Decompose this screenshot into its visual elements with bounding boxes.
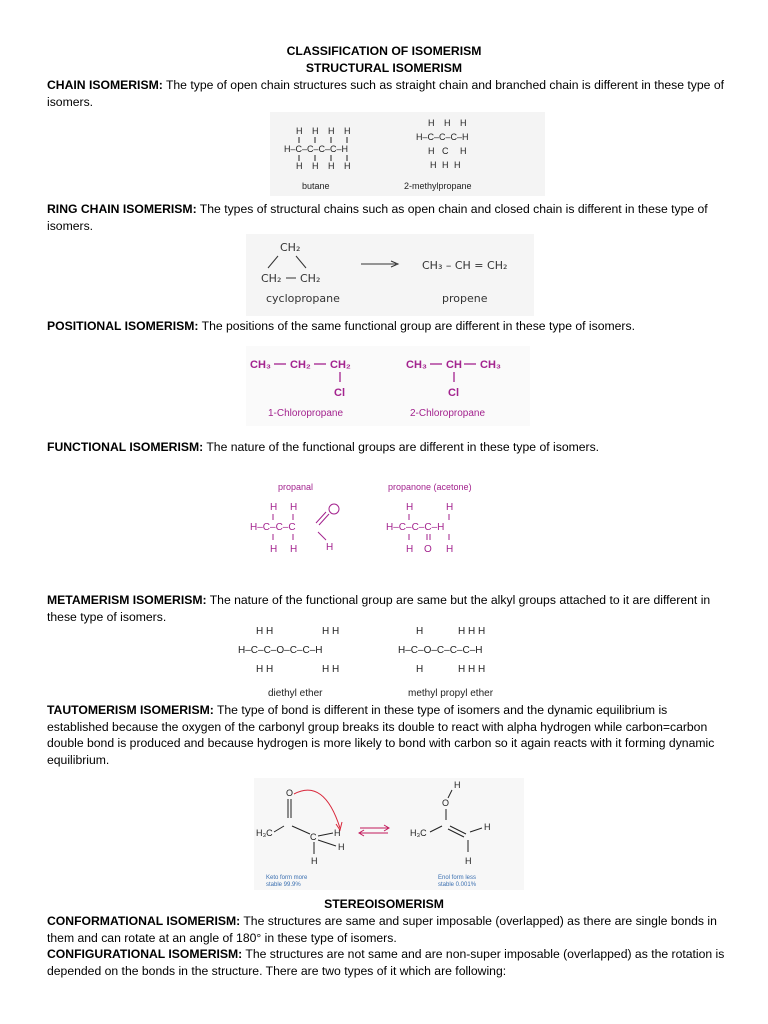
figure-propanal-propanone	[246, 478, 506, 566]
enol-caption-2: stable 0.001%	[438, 882, 477, 888]
chloro1-cl: Cl	[334, 387, 345, 399]
svg-text:H: H	[442, 160, 449, 170]
svg-text:H: H	[296, 126, 303, 136]
svg-text:H: H	[430, 160, 437, 170]
chloro2-label: 2-Chloropropane	[410, 408, 486, 419]
chloro2-ch: CH	[446, 359, 462, 371]
svg-text:H: H	[416, 664, 424, 675]
svg-text:H: H	[454, 160, 461, 170]
svg-text:H: H	[312, 161, 319, 171]
svg-text:H: H	[270, 544, 278, 555]
paragraph-metamerism-isomerism	[47, 592, 727, 625]
cyclopropane-label: cyclopropane	[266, 292, 340, 305]
figure-cyclopropane-propene	[246, 234, 534, 316]
svg-text:H: H	[465, 856, 472, 866]
svg-text:H: H	[328, 161, 335, 171]
chloro1-label: 1-Chloropropane	[268, 408, 344, 419]
svg-text:H: H	[454, 780, 461, 790]
ring-left-ch2: CH₂	[261, 272, 282, 285]
diethyl-ether-label: diethyl ether	[268, 688, 323, 699]
svg-text:H: H	[312, 126, 319, 136]
heading-conformational: CONFORMATIONAL ISOMERISM:	[47, 914, 241, 928]
propene-formula: CH₃ – CH = CH₂	[422, 259, 508, 272]
text-ring: The types of structural chains such as open chain and closed chain is different in these type of isomers.	[47, 202, 708, 233]
svg-text:H H: H H	[322, 626, 340, 637]
heading-chain: CHAIN ISOMERISM:	[47, 78, 163, 92]
chloro1-ch3: CH₃	[250, 359, 271, 371]
section-title-structural: STRUCTURAL ISOMERISM	[305, 61, 463, 75]
propanal-label: propanal	[278, 482, 314, 492]
diethyl-ether-structure	[238, 626, 339, 675]
svg-text:H: H	[338, 842, 345, 852]
chloro1-ch2a: CH₂	[290, 359, 311, 371]
propanal-structure	[250, 502, 339, 555]
svg-text:H: H	[344, 161, 351, 171]
heading-positional: POSITIONAL ISOMERISM:	[47, 319, 199, 333]
methyl-propyl-ether-structure	[398, 626, 485, 675]
svg-text:H₃C: H₃C	[256, 828, 273, 838]
svg-text:H: H	[290, 502, 298, 513]
paragraph-positional-isomerism	[47, 318, 727, 335]
heading-ring: RING CHAIN ISOMERISM:	[47, 202, 197, 216]
svg-text:H: H	[460, 118, 467, 128]
section-title-stereo: STEREOISOMERISM	[324, 897, 444, 911]
svg-text:H H H: H H H	[458, 626, 486, 637]
svg-text:H: H	[406, 502, 414, 513]
page-title: CLASSIFICATION OF ISOMERISM	[286, 44, 482, 58]
svg-text:H: H	[296, 161, 303, 171]
svg-text:H: H	[428, 118, 435, 128]
paragraph-configurational-isomerism	[47, 946, 727, 979]
methyl-propyl-ether-label: methyl propyl ether	[408, 688, 494, 699]
svg-text:C: C	[442, 146, 449, 156]
svg-text:H–C–C–C–H: H–C–C–C–H	[386, 522, 445, 533]
paragraph-conformational-isomerism	[47, 913, 727, 946]
paragraph-functional-isomerism	[47, 439, 727, 456]
keto-caption-1: Keto form more	[266, 875, 308, 881]
svg-text:H: H	[334, 828, 341, 838]
svg-text:H: H	[344, 126, 351, 136]
svg-text:H: H	[428, 146, 435, 156]
chloro2-ch3b: CH₃	[480, 359, 501, 371]
text-functional: The nature of the functional groups are different in these type of isomers.	[203, 440, 600, 454]
svg-text:H H: H H	[256, 626, 274, 637]
svg-text:H–C–C–C–H: H–C–C–C–H	[416, 132, 469, 142]
svg-text:H: H	[484, 822, 491, 832]
enol-caption-1: Enol form less	[438, 875, 477, 881]
svg-text:H: H	[270, 502, 278, 513]
methylpropane-label: 2-methylpropane	[404, 181, 472, 191]
propanone-label: propanone (acetone)	[388, 482, 472, 492]
keto-caption-2: stable 99.9%	[266, 882, 301, 888]
svg-text:H: H	[416, 626, 424, 637]
text-configurational: The structures are not same and are non-super imposable (overlapped) as the rotation is depended on the bonds in the structure. There are two types of it which are following:	[47, 947, 725, 978]
chloro1-ch2b: CH₂	[330, 359, 351, 371]
svg-text:H₃C: H₃C	[410, 828, 427, 838]
svg-text:O: O	[286, 788, 294, 798]
svg-text:H: H	[311, 856, 318, 866]
paragraph-chain-isomerism	[47, 77, 727, 110]
butane-label: butane	[302, 181, 330, 191]
propene-label: propene	[442, 292, 488, 305]
svg-text:H H: H H	[256, 664, 274, 675]
svg-text:H: H	[326, 542, 334, 553]
figure-keto-enol	[254, 778, 524, 890]
svg-text:O: O	[442, 798, 450, 808]
svg-text:H–C–C–C: H–C–C–C	[250, 522, 296, 533]
text-positional: The positions of the same functional group are different in these type of isomers.	[198, 319, 635, 333]
svg-text:H H H: H H H	[458, 664, 486, 675]
text-meta: The nature of the functional group are same but the alkyl groups attached to it are different in these type of isomers.	[47, 593, 711, 624]
heading-configurational: CONFIGURATIONAL ISOMERISM:	[47, 947, 243, 961]
svg-text:H: H	[444, 118, 451, 128]
svg-text:H: H	[290, 544, 298, 555]
svg-text:H: H	[446, 544, 454, 555]
paragraph-ring-chain-isomerism	[47, 201, 727, 234]
heading-meta: METAMERISM ISOMERISM:	[47, 593, 207, 607]
ring-top-ch2: CH₂	[280, 241, 301, 254]
propanone-structure	[386, 502, 453, 555]
ring-right-ch2: CH₂	[300, 272, 321, 285]
svg-text:C: C	[310, 832, 317, 842]
svg-text:H: H	[328, 126, 335, 136]
paragraph-tautomerism-isomerism	[47, 702, 727, 768]
heading-functional: FUNCTIONAL ISOMERISM:	[47, 440, 204, 454]
svg-text:H–C–C–O–C–C–H: H–C–C–O–C–C–H	[238, 645, 323, 656]
figure-chloropropanes	[246, 346, 530, 426]
svg-text:H: H	[446, 502, 454, 513]
svg-text:H: H	[460, 146, 467, 156]
text-conformational: The structures are same and super imposable (overlapped) as there are single bonds in them and can rotate at an angle of 180° in these type of isomers.	[47, 914, 717, 945]
svg-text:H–C–O–C–C–C–H: H–C–O–C–C–C–H	[398, 645, 483, 656]
svg-text:H–C–C–C–C–H: H–C–C–C–C–H	[284, 144, 349, 154]
heading-tauto: TAUTOMERISM ISOMERISM:	[47, 703, 214, 717]
figure-ethers	[234, 622, 530, 702]
text-tauto: The type of bond is different in these type of isomers and the dynamic equilibrium is established because the oxygen of the carbonyl group breaks its double to react with alpha hydrogen while carbon=carbon double bond is produced and because hydrogen is more likely to bond with carbon so it again reacts with it forming dynamic equilibrium.	[47, 703, 715, 767]
svg-text:O: O	[424, 544, 432, 555]
chloro2-ch3a: CH₃	[406, 359, 427, 371]
svg-text:H H: H H	[322, 664, 340, 675]
text-chain: The type of open chain structures such as straight chain and branched chain is different in these type of isomers.	[47, 78, 724, 109]
svg-text:H: H	[406, 544, 414, 555]
figure-butane-methylpropane	[270, 112, 545, 196]
chloro2-cl: Cl	[448, 387, 459, 399]
